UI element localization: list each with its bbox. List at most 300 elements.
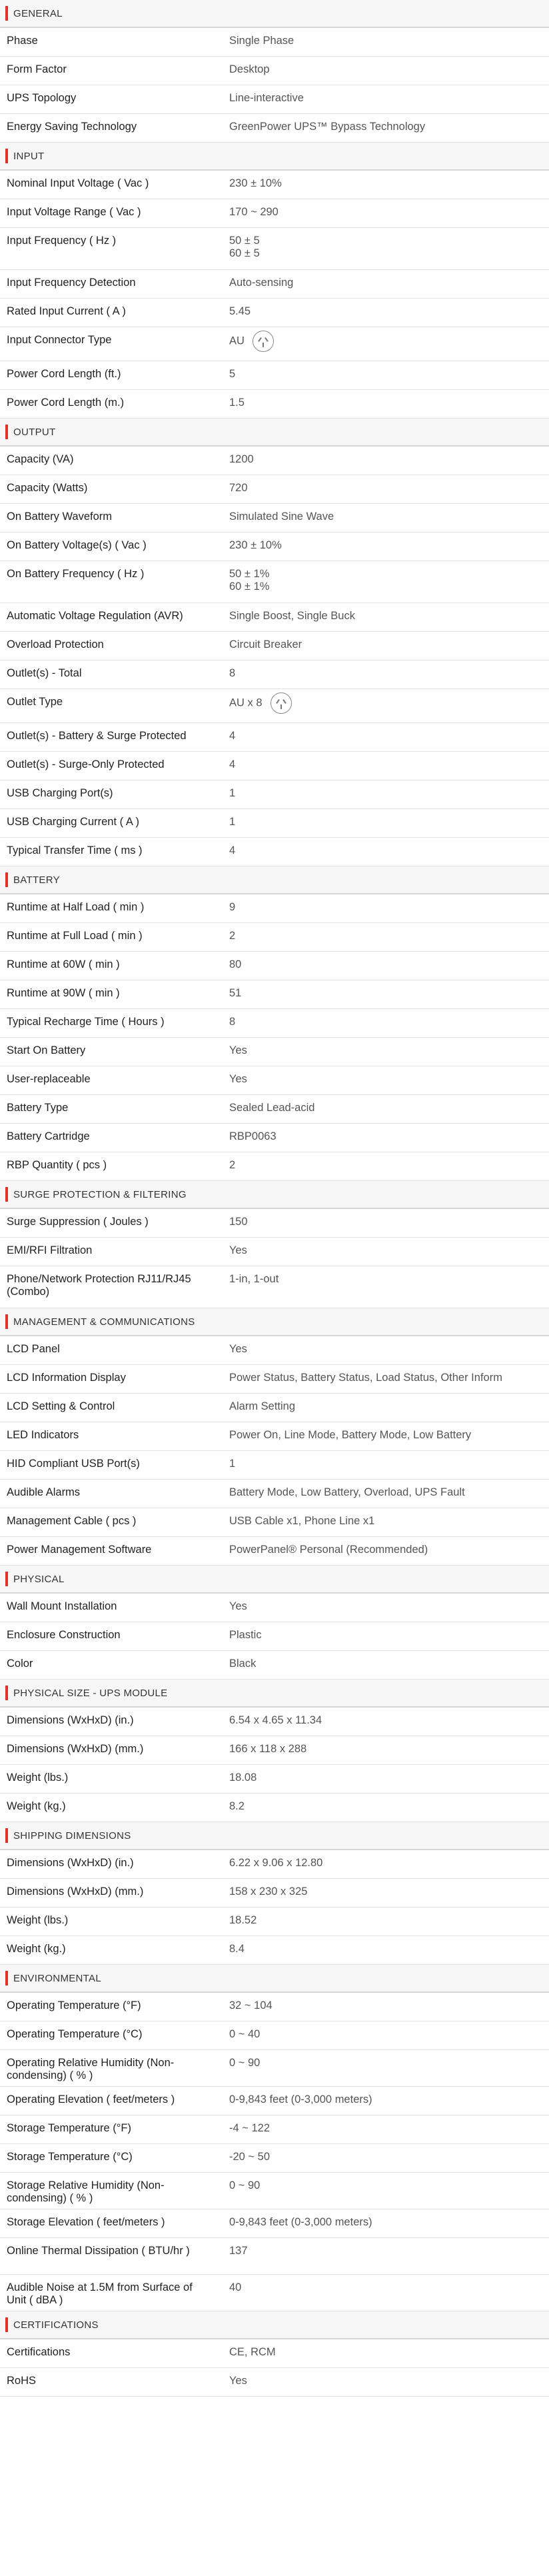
spec-value (219, 1394, 549, 1422)
spec-value (219, 2021, 549, 2049)
spec-row-enclosure-construction (0, 1622, 549, 1651)
spec-value (219, 504, 549, 532)
spec-value-text: 0-9,843 feet (0-3,000 meters) (229, 2216, 372, 2228)
spec-value (219, 114, 549, 142)
spec-value (219, 533, 549, 561)
spec-value-text: Yes (229, 1244, 247, 1256)
spec-label: Outlet(s) - Total (7, 667, 82, 679)
spec-row-certifications (0, 2339, 549, 2368)
spec-label: Dimensions (WxHxD) (in.) (7, 1714, 134, 1726)
spec-label: Weight (lbs.) (7, 1772, 69, 1784)
spec-value-text: Line-interactive (229, 92, 304, 104)
spec-label: Dimensions (WxHxD) (mm.) (7, 1886, 144, 1898)
section-header-certifications (0, 2311, 549, 2339)
spec-value-text: 4 (229, 844, 236, 856)
spec-row-operating-temperature-f (0, 1993, 549, 2021)
spec-label: RoHS (7, 2375, 37, 2387)
spec-value-text: 1 (229, 816, 236, 828)
section-title: PHYSICAL (13, 1573, 65, 1585)
spec-row-power-cord-length-ft (0, 361, 549, 390)
spec-label: Capacity (VA) (7, 453, 74, 465)
spec-row-power-cord-length-m (0, 390, 549, 419)
spec-row-weight-lbs (0, 1908, 549, 1936)
spec-label: User-replaceable (7, 1073, 91, 1085)
spec-value (219, 603, 549, 631)
spec-label: Overload Protection (7, 639, 104, 650)
spec-label: Input Frequency Detection (7, 277, 136, 289)
spec-value (219, 1480, 549, 1508)
spec-value-text: 5.45 (229, 305, 251, 317)
section-header-general (0, 0, 549, 28)
spec-label: Rated Input Current ( A ) (7, 305, 126, 317)
spec-row-start-on-battery (0, 1038, 549, 1066)
spec-row-operating-elevation-feet-meters (0, 2087, 549, 2115)
spec-value: 50 ± 5 60 ± 5 (229, 235, 260, 259)
spec-value-text: Black (229, 1658, 257, 1670)
spec-value-text: RBP0063 (229, 1130, 276, 1142)
spec-label: LED Indicators (7, 1429, 79, 1441)
spec-value (219, 1936, 549, 1964)
spec-label: On Battery Voltage(s) ( Vac ) (7, 539, 147, 551)
spec-value-text: 150 (229, 1216, 248, 1228)
spec-value (219, 723, 549, 751)
spec-value-text: 4 (229, 730, 236, 742)
spec-value (219, 2087, 549, 2115)
spec-value-text: Battery Mode, Low Battery, Overload, UPS Fault (229, 1486, 465, 1498)
spec-row-dimensions-wxhxd-in (0, 1850, 549, 1879)
section-accent-bar (5, 872, 8, 887)
spec-row-runtime-at-90w-min (0, 980, 549, 1009)
spec-row-usb-charging-current-a (0, 809, 549, 838)
section-header-environmental (0, 1965, 549, 1993)
section-accent-bar (5, 6, 8, 21)
spec-value-text: 1.5 (229, 397, 245, 409)
spec-row-operating-temperature-c (0, 2021, 549, 2050)
spec-value-text: 80 (229, 958, 242, 970)
spec-row-typical-recharge-time-hours (0, 1009, 549, 1038)
spec-value (219, 1124, 549, 1152)
spec-row-rbp-quantity-pcs (0, 1152, 549, 1181)
spec-label: Battery Type (7, 1102, 69, 1114)
spec-value (219, 327, 549, 361)
spec-value (219, 171, 549, 199)
spec-label: Start On Battery (7, 1044, 86, 1056)
spec-value-text: 8.2 (229, 1800, 245, 1812)
spec-row-energy-saving-technology (0, 114, 549, 143)
spec-row-capacity-va (0, 447, 549, 475)
spec-row-power-management-software (0, 1537, 549, 1566)
spec-value (219, 1651, 549, 1679)
section-title: ENVIRONMENTAL (13, 1972, 101, 1984)
spec-value-text: 8 (229, 667, 236, 679)
spec-value-text: 0-9,843 feet (0-3,000 meters) (229, 2093, 372, 2105)
spec-value-text: -20 ~ 50 (229, 2151, 271, 2163)
spec-label: Weight (lbs.) (7, 1914, 69, 1926)
spec-value (219, 1594, 549, 1622)
spec-row-color (0, 1651, 549, 1680)
spec-label: On Battery Waveform (7, 511, 113, 523)
spec-row-outlet-s-battery-surge-protected (0, 723, 549, 752)
spec-row-lcd-information-display (0, 1365, 549, 1394)
spec-label: Capacity (Watts) (7, 482, 88, 494)
spec-row-on-battery-frequency-hz (0, 561, 549, 603)
spec-label: USB Charging Current ( A ) (7, 816, 139, 828)
spec-label: Storage Relative Humidity (Non-condensing) ( % ) (7, 2179, 165, 2204)
spec-row-usb-charging-port-s (0, 780, 549, 809)
spec-row-audible-noise-at-1-5m-from-surface-of-unit-dba (0, 2275, 549, 2311)
spec-value-text: Desktop (229, 63, 270, 75)
section-header-shipping-dimensions (0, 1822, 549, 1850)
spec-value-text: 5 (229, 368, 236, 380)
spec-value (219, 894, 549, 922)
spec-value-text: AU (229, 335, 245, 347)
section-header-surge-protection-filtering (0, 1181, 549, 1209)
spec-row-hid-compliant-usb-port-s (0, 1451, 549, 1480)
section-header-management-communications (0, 1308, 549, 1336)
spec-value-text: 9 (229, 901, 236, 913)
spec-row-lcd-panel (0, 1336, 549, 1365)
spec-value-text: 137 (229, 2245, 248, 2257)
spec-value (219, 1537, 549, 1565)
spec-value-text: 2 (229, 1159, 236, 1171)
spec-label: Dimensions (WxHxD) (mm.) (7, 1743, 144, 1755)
section-accent-bar (5, 1828, 8, 1843)
spec-value (219, 2275, 549, 2311)
spec-value (219, 1850, 549, 1878)
spec-label: Input Voltage Range ( Vac ) (7, 206, 141, 218)
spec-row-on-battery-voltage-s-vac (0, 533, 549, 561)
section-accent-bar (5, 425, 8, 439)
spec-value-text: 0 ~ 90 (229, 2179, 261, 2191)
spec-value (219, 1365, 549, 1393)
spec-value (219, 1152, 549, 1180)
spec-row-battery-cartridge (0, 1124, 549, 1152)
spec-value (219, 1095, 549, 1123)
spec-value-text: 40 (229, 2281, 242, 2293)
spec-label: Enclosure Construction (7, 1629, 121, 1641)
spec-value-text: 230 ± 10% (229, 177, 282, 189)
spec-label: Surge Suppression ( Joules ) (7, 1216, 149, 1228)
spec-label: Storage Temperature (°C) (7, 2151, 133, 2163)
spec-value-text: Sealed Lead-acid (229, 1102, 315, 1114)
spec-value-text: USB Cable x1, Phone Line x1 (229, 1515, 375, 1527)
spec-label: Runtime at Half Load ( min ) (7, 901, 145, 913)
spec-value (219, 57, 549, 85)
spec-value (219, 660, 549, 688)
spec-value: 50 ± 1% 60 ± 1% (229, 568, 270, 593)
spec-label: LCD Information Display (7, 1372, 126, 1384)
spec-value-text: 158 x 230 x 325 (229, 1886, 308, 1898)
section-title: PHYSICAL SIZE - UPS MODULE (13, 1687, 168, 1699)
spec-row-dimensions-wxhxd-mm (0, 1879, 549, 1908)
spec-label: Operating Relative Humidity (Non-condensing) ( % ) (7, 2057, 175, 2081)
spec-row-ups-topology (0, 85, 549, 114)
spec-value-text: Auto-sensing (229, 277, 294, 289)
spec-row-nominal-input-voltage-vac (0, 171, 549, 199)
section-title: CERTIFICATIONS (13, 2319, 99, 2331)
spec-row-phone-network-protection-rj11-rj45-combo (0, 1266, 549, 1308)
spec-value (219, 299, 549, 327)
spec-value (219, 28, 549, 56)
spec-label: Management Cable ( pcs ) (7, 1515, 137, 1527)
spec-label: Certifications (7, 2346, 71, 2358)
spec-value-text: 1 (229, 1458, 236, 1470)
spec-row-input-frequency-hz (0, 228, 549, 270)
spec-value-text: 0 ~ 90 (229, 2057, 261, 2069)
spec-value (219, 447, 549, 475)
spec-row-management-cable-pcs (0, 1508, 549, 1537)
spec-label: Operating Temperature (°F) (7, 1999, 141, 2011)
spec-row-emi-rfi-filtration (0, 1238, 549, 1266)
spec-label: Storage Temperature (°F) (7, 2122, 131, 2134)
spec-row-capacity-watts (0, 475, 549, 504)
spec-value-text: Single Phase (229, 35, 294, 47)
spec-label: Audible Alarms (7, 1486, 81, 1498)
spec-value (219, 1622, 549, 1650)
section-accent-bar (5, 1314, 8, 1329)
spec-row-outlet-s-surge-only-protected (0, 752, 549, 780)
spec-value-text: -4 ~ 122 (229, 2122, 271, 2134)
spec-row-typical-transfer-time-ms (0, 838, 549, 866)
spec-value-text: Yes (229, 1343, 247, 1355)
spec-value-text: GreenPower UPS™ Bypass Technology (229, 121, 426, 133)
section-header-physical (0, 1566, 549, 1594)
section-accent-bar (5, 1686, 8, 1700)
spec-value-text: Plastic (229, 1629, 262, 1641)
spec-label: HID Compliant USB Port(s) (7, 1458, 140, 1470)
spec-row-surge-suppression-joules (0, 1209, 549, 1238)
spec-value-text: 18.52 (229, 1914, 257, 1926)
spec-row-overload-protection (0, 632, 549, 660)
spec-row-form-factor (0, 57, 549, 85)
spec-value (219, 752, 549, 780)
section-header-output (0, 419, 549, 447)
section-header-input (0, 143, 549, 171)
spec-value (219, 2115, 549, 2143)
spec-value-text: 6.54 x 4.65 x 11.34 (229, 1714, 322, 1726)
spec-label: Outlet(s) - Battery & Surge Protected (7, 730, 187, 742)
spec-value (219, 689, 549, 722)
spec-value (219, 2144, 549, 2172)
section-title: GENERAL (13, 7, 63, 19)
spec-label: Weight (kg.) (7, 1943, 66, 1955)
section-accent-bar (5, 1187, 8, 1202)
section-accent-bar (5, 149, 8, 163)
section-title: SURGE PROTECTION & FILTERING (13, 1188, 187, 1200)
spec-row-automatic-voltage-regulation-avr (0, 603, 549, 632)
spec-label: EMI/RFI Filtration (7, 1244, 93, 1256)
spec-row-outlet-s-total (0, 660, 549, 689)
spec-row-runtime-at-full-load-min (0, 923, 549, 952)
spec-row-dimensions-wxhxd-in (0, 1708, 549, 1736)
section-header-physical-size-ups-module (0, 1680, 549, 1708)
spec-label: Dimensions (WxHxD) (in.) (7, 1857, 134, 1869)
spec-row-on-battery-waveform (0, 504, 549, 533)
section-header-battery (0, 866, 549, 894)
section-accent-bar (5, 1572, 8, 1586)
spec-label: Form Factor (7, 63, 67, 75)
spec-value (219, 632, 549, 660)
spec-value (219, 1708, 549, 1736)
spec-row-storage-relative-humidity-non-condensing (0, 2173, 549, 2209)
spec-row-dimensions-wxhxd-mm (0, 1736, 549, 1765)
spec-value-text: PowerPanel® Personal (Recommended) (229, 1544, 428, 1556)
spec-value-text: 1 (229, 787, 236, 799)
spec-value-text: 170 ~ 290 (229, 206, 278, 218)
section-title: BATTERY (13, 874, 60, 886)
spec-value-text: Yes (229, 1073, 247, 1085)
spec-row-runtime-at-60w-min (0, 952, 549, 980)
au-plug-icon (253, 331, 274, 352)
spec-value (219, 1508, 549, 1536)
spec-value-text: Simulated Sine Wave (229, 511, 334, 523)
spec-value-text: 4 (229, 758, 236, 770)
spec-row-led-indicators (0, 1422, 549, 1451)
spec-value-text: 230 ± 10% (229, 539, 282, 551)
spec-row-user-replaceable (0, 1066, 549, 1095)
spec-value (219, 1879, 549, 1907)
spec-value-text: 51 (229, 987, 242, 999)
spec-value (219, 1266, 549, 1308)
spec-value (219, 1038, 549, 1066)
spec-row-wall-mount-installation (0, 1594, 549, 1622)
spec-label: Storage Elevation ( feet/meters ) (7, 2216, 165, 2228)
spec-value-text: Power On, Line Mode, Battery Mode, Low Battery (229, 1429, 472, 1441)
spec-value (219, 809, 549, 837)
spec-label: Phone/Network Protection RJ11/RJ45 (Combo) (7, 1273, 191, 1298)
spec-value-text: 0 ~ 40 (229, 2028, 261, 2040)
spec-row-runtime-at-half-load-min (0, 894, 549, 923)
spec-value-text: AU x 8 (229, 696, 263, 709)
spec-row-rohs (0, 2368, 549, 2397)
spec-value-text: 8.4 (229, 1943, 245, 1955)
spec-value (219, 475, 549, 503)
spec-value (219, 1794, 549, 1822)
spec-value-text: 1-in, 1-out (229, 1273, 279, 1285)
spec-value (219, 1451, 549, 1479)
spec-label: UPS Topology (7, 92, 77, 104)
spec-value-text: 2 (229, 930, 236, 942)
spec-value-text: 1200 (229, 453, 254, 465)
spec-value-text: Yes (229, 1600, 247, 1612)
spec-value-text: CE, RCM (229, 2346, 276, 2358)
section-title: INPUT (13, 150, 45, 162)
spec-label: LCD Setting & Control (7, 1400, 115, 1412)
spec-row-rated-input-current-a (0, 299, 549, 327)
spec-label: LCD Panel (7, 1343, 60, 1355)
spec-value (219, 1238, 549, 1266)
spec-value (219, 2173, 549, 2209)
section-title: OUTPUT (13, 426, 56, 438)
spec-row-input-connector-type (0, 327, 549, 361)
spec-label: Typical Recharge Time ( Hours ) (7, 1016, 165, 1028)
spec-label: Wall Mount Installation (7, 1600, 117, 1612)
spec-value-text: 8 (229, 1016, 236, 1028)
spec-row-storage-elevation-feet-meters (0, 2209, 549, 2238)
spec-row-storage-temperature-c (0, 2144, 549, 2173)
spec-value (219, 1336, 549, 1364)
spec-value (219, 270, 549, 298)
spec-value-text: Alarm Setting (229, 1400, 296, 1412)
spec-value (219, 2238, 549, 2274)
spec-value (219, 199, 549, 227)
spec-label: USB Charging Port(s) (7, 787, 113, 799)
section-accent-bar (5, 1971, 8, 1985)
section-title: SHIPPING DIMENSIONS (13, 1830, 131, 1842)
spec-label: Runtime at Full Load ( min ) (7, 930, 143, 942)
spec-label: Operating Elevation ( feet/meters ) (7, 2093, 175, 2105)
spec-label: Outlet Type (7, 696, 63, 708)
spec-value-text: Circuit Breaker (229, 639, 302, 650)
spec-value-text: Yes (229, 2375, 247, 2387)
section-accent-bar (5, 2317, 8, 2332)
spec-row-input-frequency-detection (0, 270, 549, 299)
spec-label: Energy Saving Technology (7, 121, 137, 133)
spec-value (219, 2050, 549, 2086)
spec-label: Runtime at 60W ( min ) (7, 958, 120, 970)
spec-label: Input Frequency ( Hz ) (7, 235, 117, 247)
spec-value (219, 390, 549, 418)
spec-label: Runtime at 90W ( min ) (7, 987, 120, 999)
spec-label: Weight (kg.) (7, 1800, 66, 1812)
spec-row-online-thermal-dissipation-btu-hr (0, 2238, 549, 2275)
spec-value (219, 361, 549, 389)
spec-value (219, 85, 549, 113)
spec-value (219, 780, 549, 808)
spec-row-lcd-setting-control (0, 1394, 549, 1422)
spec-value (219, 838, 549, 866)
spec-value-text: 6.22 x 9.06 x 12.80 (229, 1857, 323, 1869)
spec-value (219, 952, 549, 980)
spec-label: Online Thermal Dissipation ( BTU/hr ) (7, 2245, 190, 2257)
spec-value-text: 166 x 118 x 288 (229, 1743, 307, 1755)
spec-label: On Battery Frequency ( Hz ) (7, 568, 145, 580)
spec-row-storage-temperature-f (0, 2115, 549, 2144)
spec-label: Color (7, 1658, 33, 1670)
au-plug-icon (271, 692, 292, 714)
spec-row-weight-kg (0, 1794, 549, 1822)
spec-value (219, 2209, 549, 2237)
spec-row-battery-type (0, 1095, 549, 1124)
spec-label: Audible Noise at 1.5M from Surface of Unit ( dBA ) (7, 2281, 193, 2306)
spec-label: Power Management Software (7, 1544, 152, 1556)
spec-label: Nominal Input Voltage ( Vac ) (7, 177, 149, 189)
spec-value (219, 980, 549, 1008)
spec-row-weight-kg (0, 1936, 549, 1965)
spec-label: Operating Temperature (°C) (7, 2028, 143, 2040)
spec-row-audible-alarms (0, 1480, 549, 1508)
spec-value-text: Power Status, Battery Status, Load Status, Other Inform (229, 1372, 502, 1384)
spec-label: Outlet(s) - Surge-Only Protected (7, 758, 165, 770)
spec-label: Power Cord Length (ft.) (7, 368, 121, 380)
spec-value (219, 1066, 549, 1094)
spec-value-text: Single Boost, Single Buck (229, 610, 355, 622)
spec-label: Power Cord Length (m.) (7, 397, 125, 409)
spec-label: Phase (7, 35, 38, 47)
spec-row-operating-relative-humidity-non-condensing (0, 2050, 549, 2087)
spec-label: Typical Transfer Time ( ms ) (7, 844, 143, 856)
spec-label: Automatic Voltage Regulation (AVR) (7, 610, 183, 622)
section-title: MANAGEMENT & COMMUNICATIONS (13, 1316, 195, 1328)
spec-value-text: 18.08 (229, 1772, 257, 1784)
spec-value (219, 1765, 549, 1793)
spec-value-text: 720 (229, 482, 248, 494)
spec-row-phase (0, 28, 549, 57)
spec-value (219, 1736, 549, 1764)
spec-value (219, 1009, 549, 1037)
spec-value (219, 1209, 549, 1237)
spec-row-outlet-type (0, 689, 549, 723)
